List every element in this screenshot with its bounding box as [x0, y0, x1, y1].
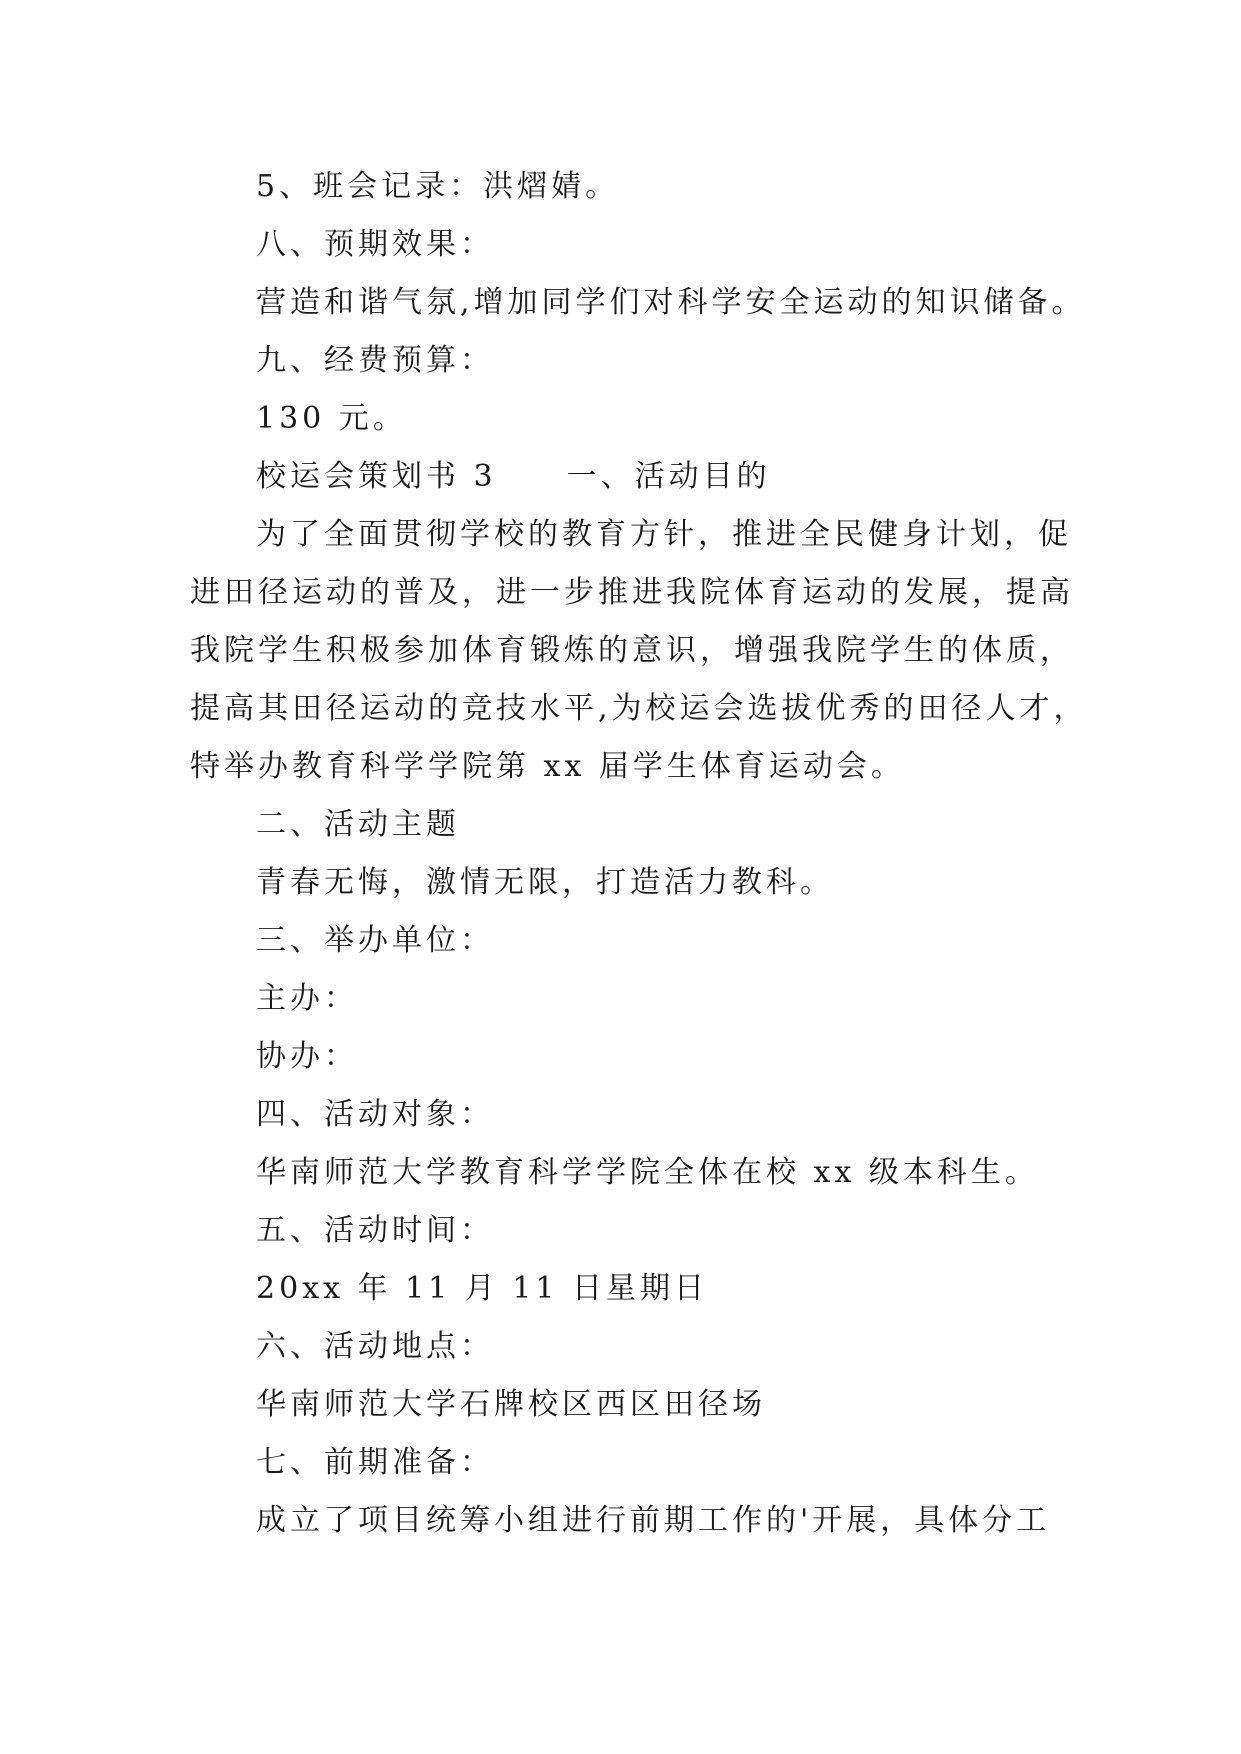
document-body — [190, 158, 1088, 1550]
paragraph-line: 我院学生积极参加体育锻炼的意识，增强我院学生的体质， — [190, 633, 1074, 668]
section-heading: 九、经费预算： — [256, 343, 494, 378]
text-line: 主办： — [256, 981, 358, 1016]
text-line: 20xx 年 11 月 11 日星期日 — [256, 1271, 709, 1306]
section-heading: 三、举办单位： — [256, 923, 494, 958]
section-heading: 四、活动对象： — [256, 1097, 494, 1132]
section-heading: 八、预期效果： — [256, 227, 494, 262]
text-line: 5、班会记录：洪熠婧。 — [256, 169, 620, 204]
document-title: 校运会策划书 3 — [256, 459, 497, 494]
text-line: 130 元。 — [256, 401, 407, 436]
section-heading: 五、活动时间： — [256, 1213, 494, 1248]
text-line: 青春无悔，激情无限，打造活力教科。 — [256, 865, 834, 900]
section-heading: 七、前期准备： — [256, 1445, 494, 1480]
section-heading: 一、活动目的 — [566, 459, 771, 494]
document-title-line — [190, 448, 1050, 506]
text-line: 华南师范大学教育科学学院全体在校 xx 级本科生。 — [256, 1155, 1039, 1190]
text-line: 营造和谐气氛,增加同学们对科学安全运动的知识储备。 — [256, 285, 1086, 320]
section-heading: 二、活动主题 — [256, 807, 460, 842]
paragraph-line: 特举办教育科学学院第 xx 届学生体育运动会。 — [190, 749, 905, 784]
text-line: 成立了项目统筹小组进行前期工作的'开展，具体分工 — [256, 1503, 1051, 1538]
paragraph-line: 进田径运动的普及，进一步推进我院体育运动的发展，提高 — [190, 575, 1074, 610]
section-heading: 六、活动地点： — [256, 1329, 494, 1364]
paragraph-line: 为了全面贯彻学校的教育方针，推进全民健身计划，促 — [256, 517, 1072, 552]
text-line: 华南师范大学石牌校区西区田径场 — [256, 1387, 766, 1422]
paragraph-line: 提高其田径运动的竞技水平,为校运会选拔优秀的田径人才， — [190, 691, 1088, 726]
text-line: 协办： — [256, 1039, 358, 1074]
